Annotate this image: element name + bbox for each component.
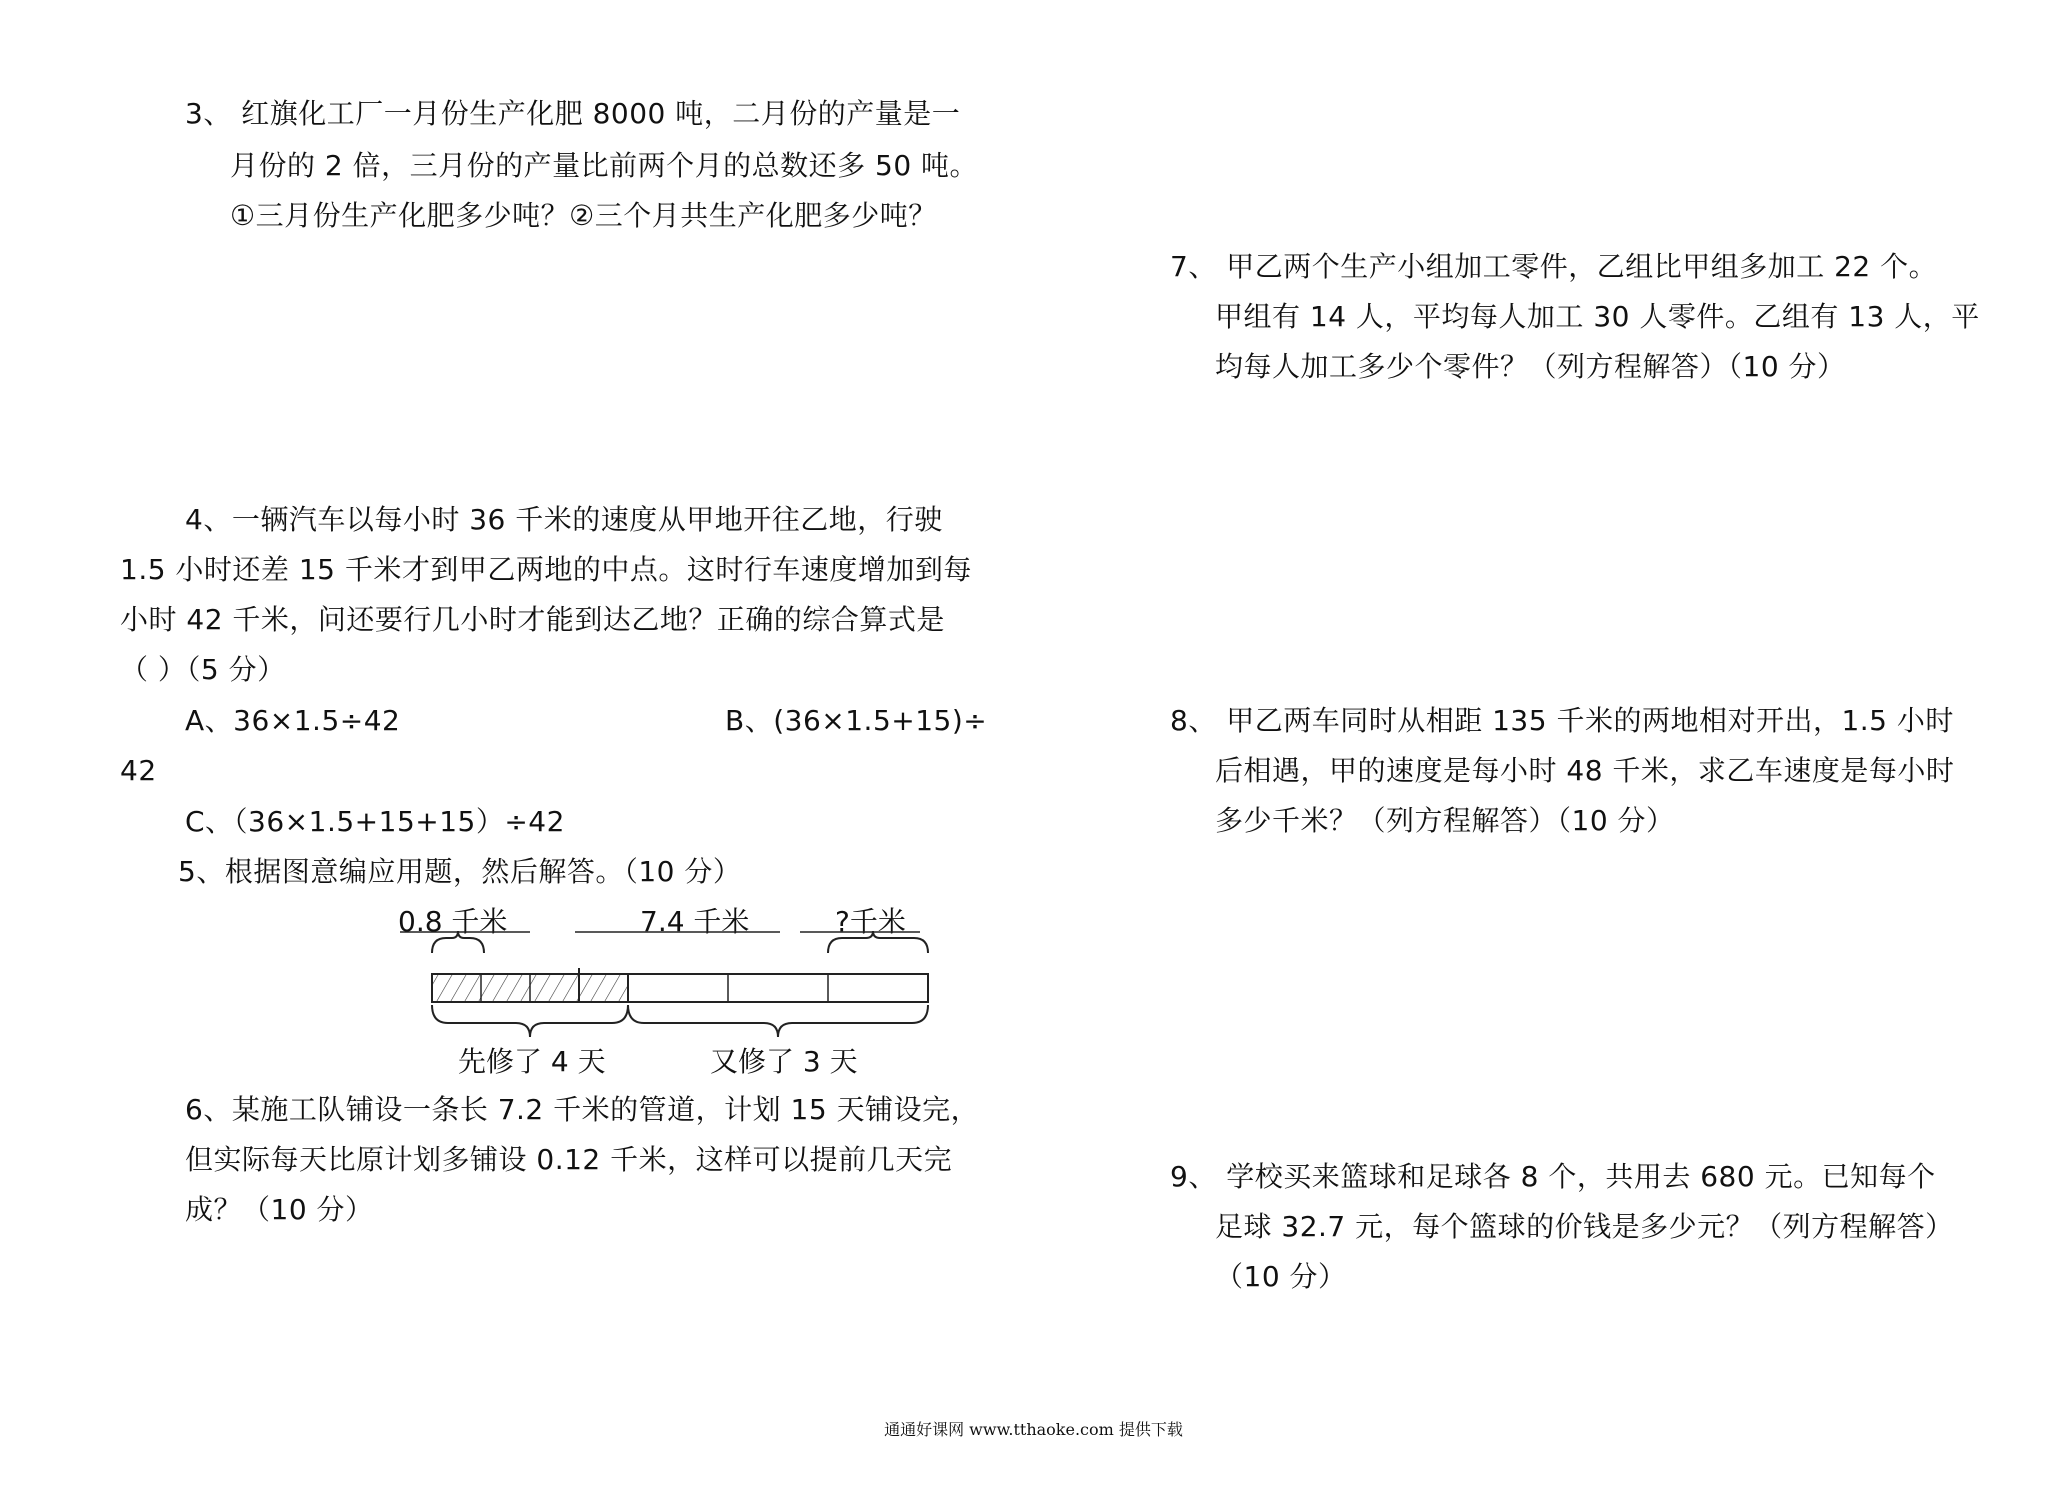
- q7-line-1: 7、 甲乙两个生产小组加工零件，乙组比甲组多加工 22 个。: [1170, 250, 1938, 283]
- q9-line-3: （10 分）: [1215, 1260, 1347, 1293]
- q7-line-2: 甲组有 14 人，平均每人加工 30 人零件。乙组有 13 人，平: [1215, 300, 1980, 333]
- q6-line-1: 6、某施工队铺设一条长 7.2 千米的管道，计划 15 天铺设完，: [185, 1093, 980, 1126]
- bar-segments: [432, 968, 928, 1002]
- q6-line-3: 成？（10 分）: [185, 1193, 374, 1226]
- q4-option-b-wrap: 42: [120, 754, 157, 787]
- bar-plain: [628, 974, 928, 1002]
- footer-source: 通通好课网 www.tthaoke.com 提供下载: [884, 1420, 1183, 1439]
- q8-line-2: 后相遇，甲的速度是每小时 48 千米，求乙车速度是每小时: [1215, 754, 1955, 787]
- q5-title: 5、根据图意编应用题，然后解答。（10 分）: [178, 855, 742, 888]
- q8-line-3: 多少千米？（列方程解答）（10 分）: [1215, 804, 1675, 837]
- q4-line-4: （ ）（5 分）: [120, 653, 286, 686]
- diagram-label-first: 0.8 千米: [398, 905, 508, 938]
- road-repair-diagram: [380, 905, 940, 1055]
- diagram-label-bottom-right: 又修了 3 天: [710, 1045, 858, 1078]
- q4-option-a: A、36×1.5÷42: [185, 704, 401, 737]
- q4-line-3: 小时 42 千米，问还要行几小时才能到达乙地？正确的综合算式是: [120, 603, 945, 636]
- q7-line-3: 均每人加工多少个零件？（列方程解答）（10 分）: [1215, 350, 1846, 383]
- brace-bottom-right: [628, 1005, 928, 1037]
- q9-line-2: 足球 32.7 元，每个篮球的价钱是多少元？（列方程解答）: [1215, 1210, 1954, 1243]
- brace-top-unknown: [828, 931, 928, 953]
- q3-line-2: 月份的 2 倍，三月份的产量比前两个月的总数还多 50 吨。: [230, 149, 979, 182]
- brace-top-first: [432, 931, 484, 953]
- q4-option-b: B、(36×1.5+15)÷: [725, 704, 988, 737]
- q4-option-c: C、（36×1.5+15+15）÷42: [185, 805, 565, 838]
- diagram-label-unknown: ?千米: [835, 905, 906, 938]
- q9-line-1: 9、 学校买来篮球和足球各 8 个，共用去 680 元。已知每个: [1170, 1160, 1936, 1193]
- q6-line-2: 但实际每天比原计划多铺设 0.12 千米，这样可以提前几天完: [185, 1143, 953, 1176]
- q3-line-3: ①三月份生产化肥多少吨？②三个月共生产化肥多少吨？: [230, 199, 937, 232]
- q3-line-1: 3、 红旗化工厂一月份生产化肥 8000 吨，二月份的产量是一: [185, 97, 961, 130]
- diagram-label-bottom-left: 先修了 4 天: [458, 1045, 606, 1078]
- q8-line-1: 8、 甲乙两车同时从相距 135 千米的两地相对开出，1.5 小时: [1170, 704, 1954, 737]
- q4-line-2: 1.5 小时还差 15 千米才到甲乙两地的中点。这时行车速度增加到每: [120, 553, 972, 586]
- diagram-label-second: 7.4 千米: [640, 905, 750, 938]
- brace-bottom-left: [432, 1005, 628, 1037]
- q4-line-1: 4、一辆汽车以每小时 36 千米的速度从甲地开往乙地，行驶: [185, 503, 943, 536]
